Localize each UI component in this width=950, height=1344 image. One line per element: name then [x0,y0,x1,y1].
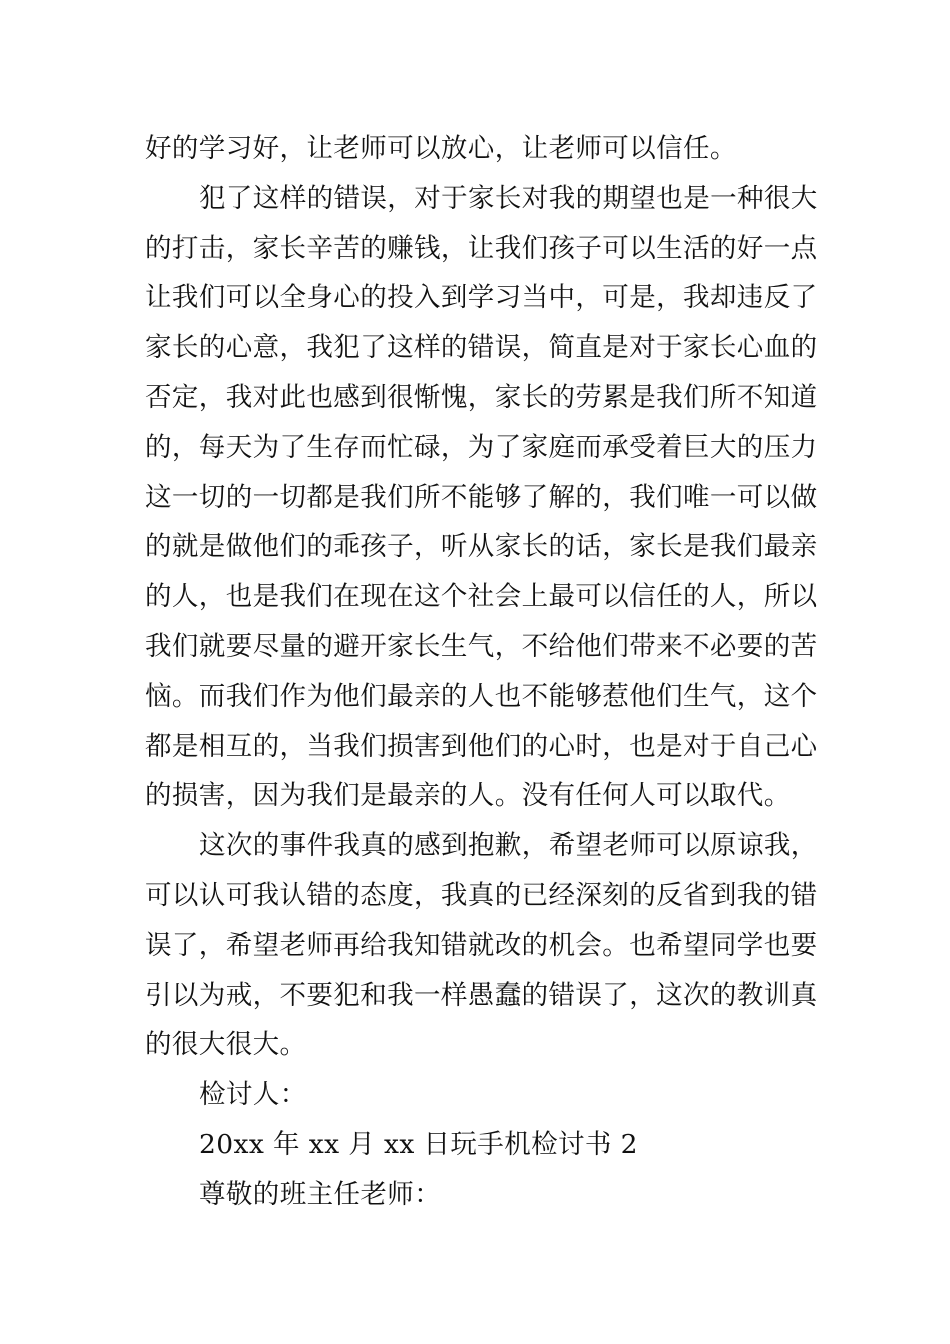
text-line: 的人，也是我们在现在这个社会上最可以信任的人，所以 [145,581,818,613]
paragraph-start-line: 这次的事件我真的感到抱歉，希望老师可以原谅我， [199,830,818,862]
salutation: 尊敬的班主任老师： [199,1178,442,1210]
text-line: 否定，我对此也感到很惭愧，家长的劳累是我们所不知道 [145,381,818,413]
text-line: 的损害，因为我们是最亲的人。没有任何人可以取代。 [145,780,791,812]
date-and-next-title: 20xx 年 xx 月 xx 日玩手机检讨书 2 [199,1128,638,1160]
text-line: 我们就要尽量的避开家长生气，不给他们带来不必要的苦 [145,630,818,662]
signature-label: 检讨人： [199,1079,307,1111]
text-line: 让我们可以全身心的投入到学习当中，可是，我却违反了 [145,282,818,314]
text-line: 误了，希望老师再给我知错就改的机会。也希望同学也要 [145,929,818,961]
text-line: 这一切的一切都是我们所不能够了解的，我们唯一可以做 [145,481,818,513]
text-line: 好的学习好，让老师可以放心，让老师可以信任。 [145,133,737,164]
text-line: 恼。而我们作为他们最亲的人也不能够惹他们生气，这个 [145,680,818,712]
text-line: 都是相互的，当我们损害到他们的心时，也是对于自己心 [145,730,818,762]
document-body [145,124,818,1220]
text-line: 引以为戒，不要犯和我一样愚蠢的错误了，这次的教训真 [145,979,818,1011]
text-line: 家长的心意，我犯了这样的错误，简直是对于家长心血的 [145,332,818,364]
text-line: 的打击，家长辛苦的赚钱，让我们孩子可以生活的好一点 [145,232,818,264]
text-line: 的，每天为了生存而忙碌，为了家庭而承受着巨大的压力 [145,431,818,463]
text-line: 的就是做他们的乖孩子，听从家长的话，家长是我们最亲 [145,531,818,563]
text-line: 可以认可我认错的态度，我真的已经深刻的反省到我的错 [145,879,818,911]
paragraph-start-line: 犯了这样的错误，对于家长对我的期望也是一种很大 [199,182,818,214]
text-line: 的很大很大。 [145,1029,307,1061]
